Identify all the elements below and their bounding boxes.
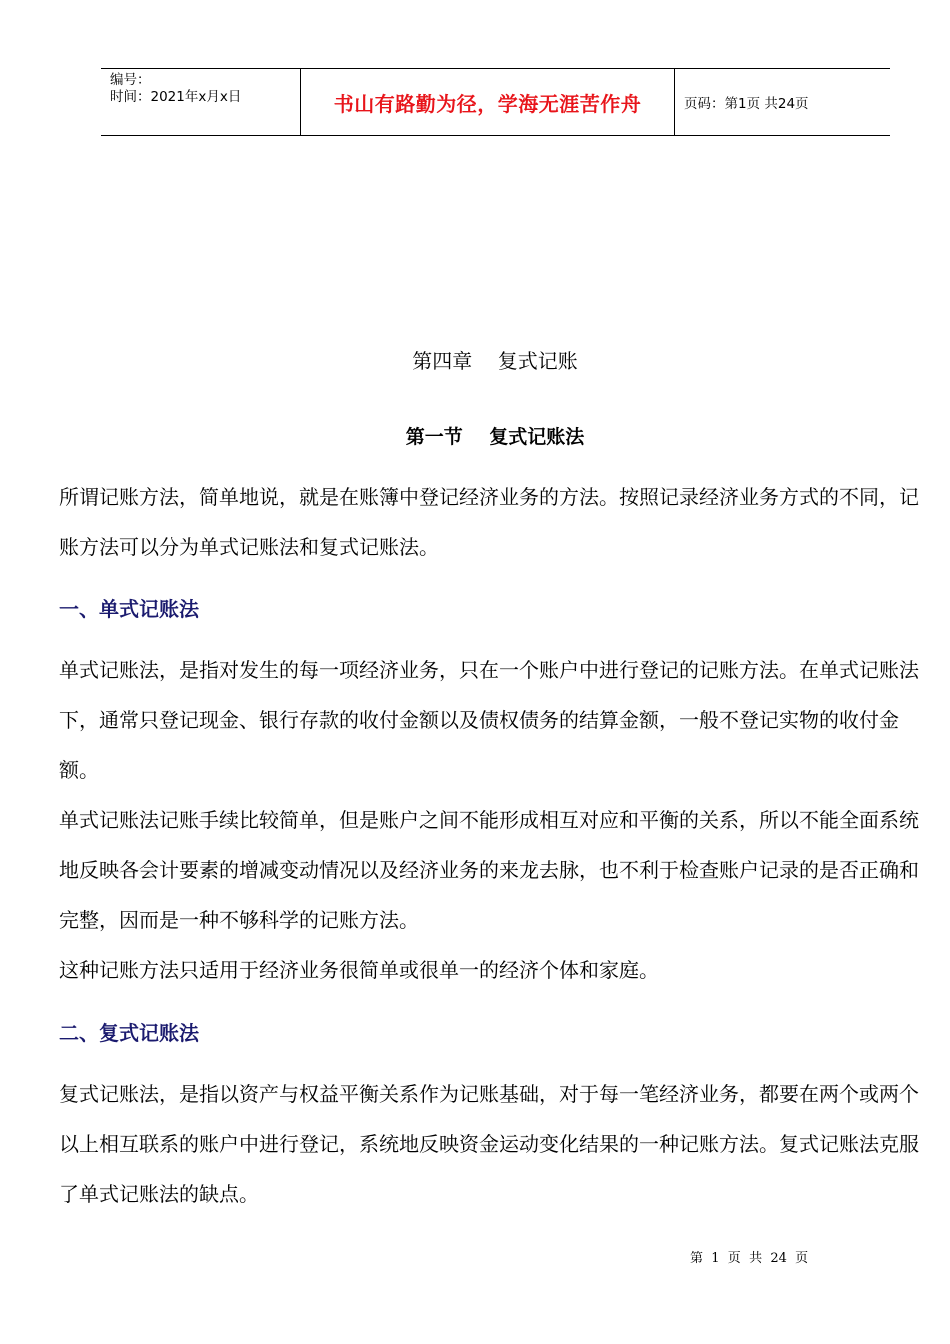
document-number-label: 编号： [110,72,151,88]
single-entry-paragraph-3: 这种记账方法只适用于经济业务很简单或很单一的经济个体和家庭。 [59,958,659,982]
heading-single-entry: 一、单式记账法 [59,597,199,621]
header-motto: 书山有路勤为径，学海无涯苦作舟 [301,69,675,135]
section-title: 第一节 复式记账法 [405,426,585,448]
header-meta-cell [101,69,301,135]
double-entry-paragraph-1: 复式记账法，是指以资产与权益平衡关系作为记账基础，对于每一笔经济业务，都要在两个或两个以上相互联系的账户中进行登记，系统地反映资金运动变化结果的一种记账方法。复式记账法克服了单式记账法的缺点。 [59,1082,919,1206]
single-entry-paragraph-1: 单式记账法，是指对发生的每一项经济业务，只在一个账户中进行登记的记账方法。在单式记账法下，通常只登记现金、银行存款的收付金额以及债权债务的结算金额，一般不登记实物的收付金额。 [59,658,919,782]
heading-double-entry: 二、复式记账法 [59,1021,199,1045]
header-page-info: 页码：第1页 共24页 [684,96,809,112]
intro-paragraph: 所谓记账方法，简单地说，就是在账簿中登记经济业务的方法。按照记录经济业务方式的不同，记账方法可以分为单式记账法和复式记账法。 [59,485,919,559]
single-entry-paragraph-2: 单式记账法记账手续比较简单，但是账户之间不能形成相互对应和平衡的关系，所以不能全面系统地反映各会计要素的增减变动情况以及经济业务的来龙去脉，也不利于检查账户记录的是否正确和完整，因而是一种不够科学的记账方法。 [59,808,919,932]
document-header [101,68,890,136]
document-time-label: 时间：2021年x月x日 [110,89,242,105]
page-footer: 第 1 页 共 24 页 [690,1251,809,1266]
chapter-title: 第四章 复式记账 [412,349,578,373]
